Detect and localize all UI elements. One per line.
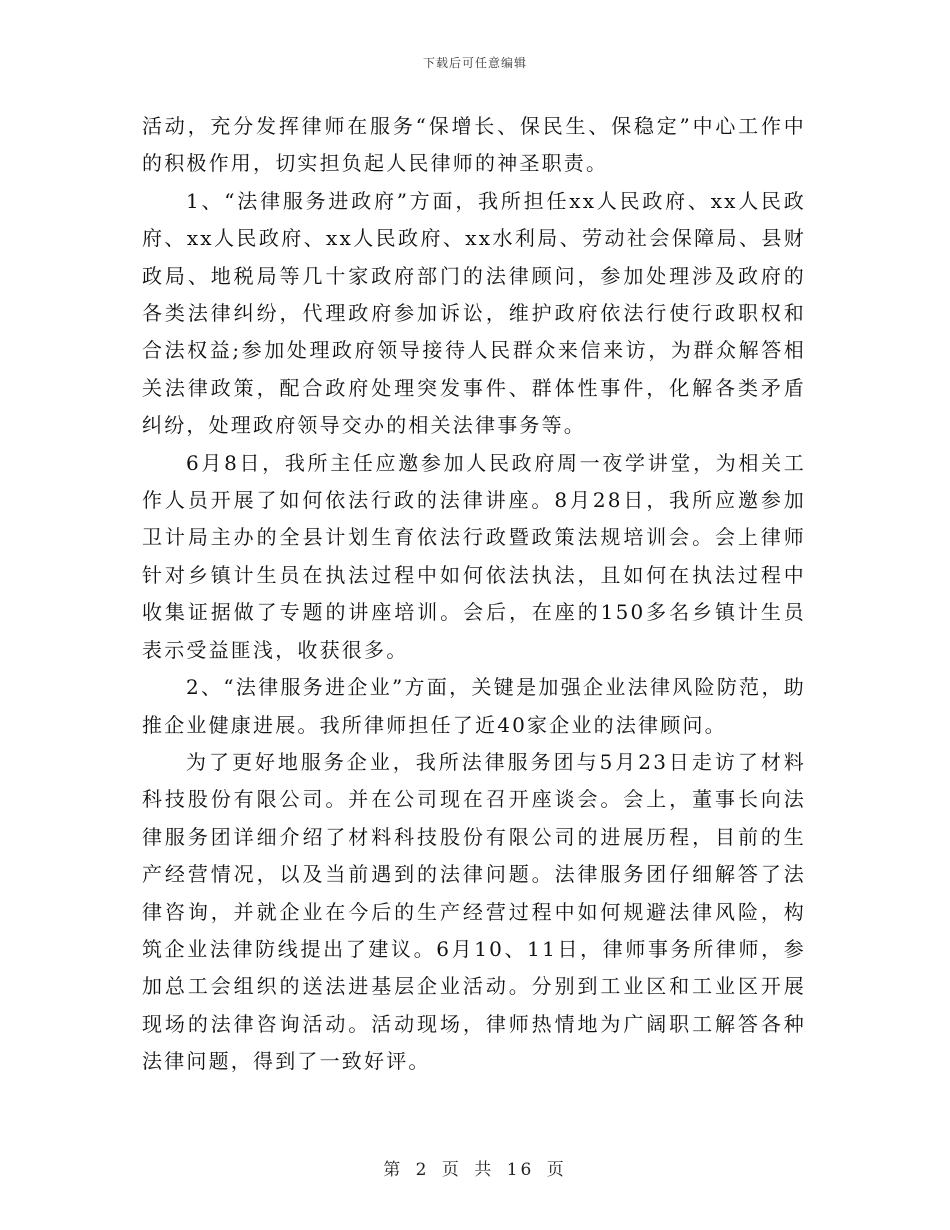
paragraph: 6月8日，我所主任应邀参加人民政府周一夜学讲堂，为相关工作人员开展了如何依法行政的法律讲座。8月28日，我所应邀参加卫计局主办的全县计划生育依法行政暨政策法规培训会。会上律师针对乡镇计生员在执法过程中如何依法执法，且如何在执法过程中收集证据做了专题的讲座培训。会后，在座的150多名乡镇计生员表示受益匪浅，收获很多。 (142, 450, 806, 662)
document-body (142, 108, 806, 1081)
paragraph: 为了更好地服务企业，我所法律服务团与5月23日走访了材料科技股份有限公司。并在公司现在召开座谈会。会上，董事长向法律服务团详细介绍了材料科技股份有限公司的进展历程，目前的生产经营情况，以及当前遇到的法律问题。法律服务团仔细解答了法律咨询，并就企业在今后的生产经营过程中如何规避法律风险，构筑企业法律防线提出了建议。6月10、11日，律师事务所律师，参加总工会组织的送法进基层企业活动。分别到工业区和工业区开展现场的法律咨询活动。活动现场，律师热情地为广阔职工解答各种法律问题，得到了一致好评。 (142, 749, 806, 1074)
paragraph: 活动，充分发挥律师在服务“保增长、保民生、保稳定”中心工作中的积极作用，切实担负起人民律师的神圣职责。 (142, 114, 806, 176)
paragraph: 1、“法律服务进政府”方面，我所担任xx人民政府、xx人民政府、xx人民政府、xx人民政府、xx水利局、劳动社会保障局、县财政局、地税局等几十家政府部门的法律顾问，参加处理涉及政府的各类法律纠纷，代理政府参加诉讼，维护政府依法行使行政职权和合法权益;参加处理政府领导接待人民群众来信来访，为群众解答相关法律政策，配合政府处理突发事件、群体性事件，化解各类矛盾纠纷，处理政府领导交办的相关法律事务等。 (142, 188, 806, 438)
page-header: 下载后可任意编辑 (422, 56, 527, 70)
paragraph: 2、“法律服务进企业”方面，关键是加强企业法律风险防范，助推企业健康进展。我所律师担任了近40家企业的法律顾问。 (142, 675, 806, 737)
page-number-footer: 第 2 页 共 16 页 (383, 1160, 567, 1180)
